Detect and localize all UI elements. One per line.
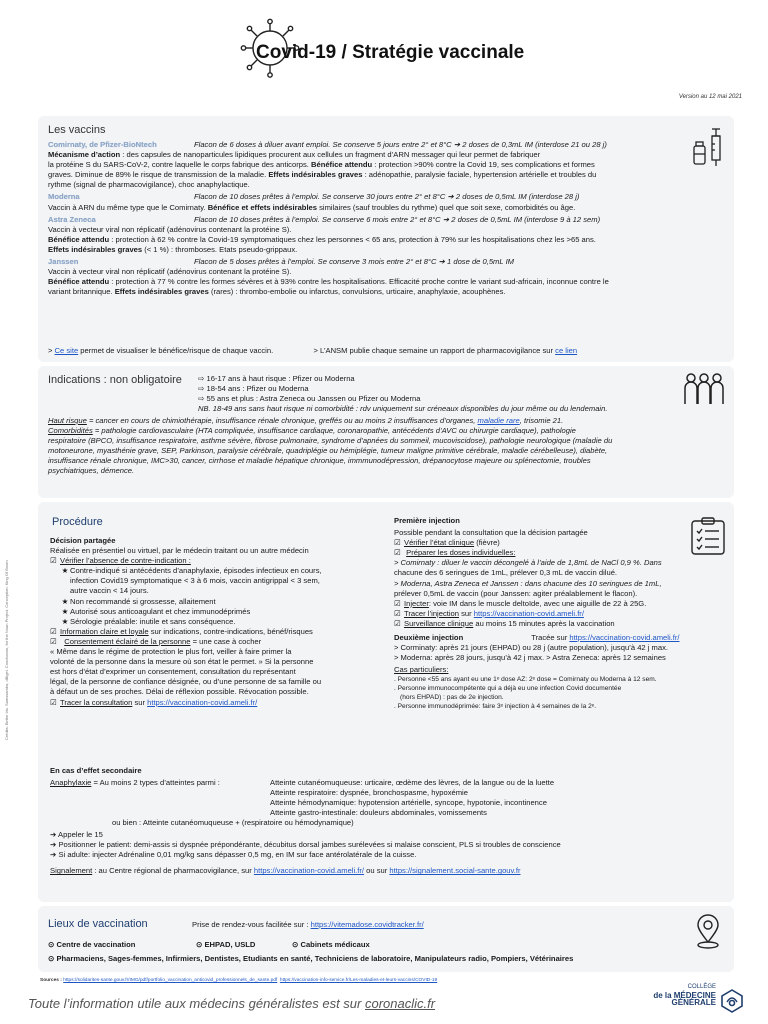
moderna-spec-row: Moderna Flacon de 10 doses prêtes à l’emploi. Se conserve 30 jours entre 2° et 8°C ➔ 2 doses de 0,5mL IM (interdose 28 j) xyxy=(48,192,580,202)
first-injection-title: Première injection xyxy=(394,516,460,525)
places-list xyxy=(48,940,370,950)
side-effects-block: En cas d’effet secondaire Anaphylaxie = Au moins 2 types d’atteintes parmi : Atteinte cutanéomuqueuse: urticaire, œdème des lèvres, de la langue ou de la luette Atteinte respiratoire: dyspnée, bronchospasme, hypoxémie Atteinte hémodynamique: hypotension artérielle, syncope, hypotonie, incontinence Atteinte gastro-intestinale: douleurs abdominales, vomissements ou bien : Atteinte cutanéomuqueuse + (respiratoire ou hémodynamique) ➔ Appeler le 15 ➔ Positionner le patient: demi-assis si dyspnée prépondérante, décubitus dorsal jambes surélevées si malaise conscient, PLS si troubles de conscience ➔ Si adulte: injecter Adrénaline 0,01 mg/kg sans dépasser 0,5 mg, en IM sur face antérolatérale de la cuisse. Signalement : au Centre régional de pharmacovigilance, sur https://vaccination-covid.ameli.fr/ ou sur https://signalement.social-sante.gouv.fr xyxy=(50,766,730,876)
appointment-row: Prise de rendez-vous facilitée sur : https://vitemadose.covidtracker.fr/ xyxy=(192,920,424,929)
place-item: ⊙ EHPAD, USLD xyxy=(196,940,256,949)
procedure-left-column: Décision partagée Réalisée en présentiel ou virtuel, par le médecin traitant ou un autre médecin ☑ Vérifier l’absence de contre-indication : ★ Contre-indiqué si antécédents d’anaphylaxie, épisodes infectieux en cours, infection Covid19 symptomatique < 3 à 6 mois, vaccin antigrippal < 3 sem, autre vaccin < 14 jours. ★ Non recommandé si grossesse, allaitement ★ Autorisé sous anticoagulant et chez immunodéprimés ★ Sérologie préalable: inutile et sans conséquence. ☑ Information claire et loyale sur indications, contre-indications, bénéf/risques ☑ Consentement éclairé de la personne = une case à cocher « Même dans le régime de protection le plus fort, veiller à faire primer la volonté de la personne dans la mesure où son état le permet. » Si la personne est hors d’état d’exprimer un consentement, consultation du représentant légal, de la personne de confiance désignée, ou d’une personne de sa famille ou à défaut un de ses proches. Délai de réflexion possible. Révocation possible. ☑ Tracer la consultation sur https://vaccination-covid.ameli.fr/ xyxy=(50,536,390,708)
second-injection-link[interactable]: https://vaccination-covid.ameli.fr/ xyxy=(569,633,680,643)
sources-line: Sources : https://solidarites-sante.gouv.fr/IMG/pdf/portfolio_vaccination_anticovid_professionnels_de_sante.pdf https://vaccination-info-service.fr/Les-maladies-et-leurs-vaccins/COVID-19 xyxy=(40,978,438,983)
professionals-list: ⊙ Pharmaciens, Sages-femmes, Infirmiers, Dentistes, Etudiants en santé, Techniciens de laboratoire, Manipulateurs radio, Pompiers, Vétérinaires xyxy=(48,954,574,963)
page-header xyxy=(240,18,570,88)
coronaclic-link[interactable]: coronaclic.fr xyxy=(364,996,436,1011)
vaccines-content: Comirnaty, de Pfizer-BioNtech Flacon de 6 doses à diluer avant emploi. Se conserve 5 jours entre 2° et 8°C ➔ 2 doses de 0,3mL IM (interdose 21 ou 28 j) Mécanisme d’action : des capsules de nanoparticules lipidiques procurent aux cellules un fragment d’ARN messager qui leur permet de fabriquer la protéine S du SARS-CoV-2, contre laquelle le corps fabrique des anticorps. Bénéfice attendu : protection >90% contre la Covid 19, ses complications et formes graves. Diminue de 89% le risque de transmission de la maladie. Effets indésirables graves : adénopathie, paralysie faciale, hypertension artérielle et troubles du rythme (signal de pharmacovigilance), choc anaphylactique. Moderna Flacon de 10 doses prêtes à l’emploi. Se conserve 30 jours entre 2° et 8°C ➔ 2 doses de 0,5mL IM (interdose 28 j) Vaccin à ARN du même type que le Comirnaty. Bénéfice et effets indésirables similaires (sauf troubles du rythme) quel que soit sexe, comorbidités ou âge. Astra Zeneca Flacon de 10 doses prêtes à l’emploi. Se conserve 6 mois entre 2° et 8°C ➔ 2 doses de 0,5mL IM (interdose 9 à 12 sem) Vaccin à vecteur viral non réplicatif (adénovirus contenant la protéine S). Bénéfice attendu : protection à 62 % contre la Covid-19 symptomatiques chez les personnes < 65 ans, protection à 79% sur les hospitalisations chez les >65 ans. Effets indésirables graves (< 1 %) : thromboses. Etats pseudo-grippaux. Janssen Flacon de 5 doses prêtes à l’emploi. Se conserve 3 mois entre 2° et 8°C ➔ 1 dose de 0,5mL IM Vaccin à vecteur viral non réplicatif (adénovirus contenant la protéine S). Bénéfice attendu : protection à 77 % contre les formes sévères et à 93% contre les hospitalisations. Efficacité proche contre le variant sud-africain, inconnue contre le variant britannique. Effets indésirables graves (rares) : thrombo-embolie ou infarctus, convulsions, urticaire, anaphylaxie, acouphènes. xyxy=(48,140,698,297)
version-date: Version au 12 mai 2021 xyxy=(678,94,742,100)
procedure-right-column: Première injection Possible pendant la consultation que la décision partagée ☑ Vérifier l’état clinique (fièvre) ☑ Préparer les doses individuelles: > Comirnaty : diluer le vaccin décongelé à l’aide de 1,8mL de NaCl 0,9 %. Dans chacune des 6 seringues de 1mL, prélever 0,3 mL de vaccin dilué. > Moderna, Astra Zeneca et Janssen : dans chacune des 10 seringues de 1mL, prélever 0,5mL de vaccin (pour Janssen: agiter préalablement le flacon). ☑ Injecter: voie IM dans le muscle deltoïde, avec une aiguille de 22 à 25G. ☑ Tracer l’injection sur https://vaccination-covid.ameli.fr/ ☑ Surveillance clinique au moins 15 minutes après la vaccination Deuxième injection Tracée sur https://vaccination-covid.ameli.fr/ > Corminaty: après 21 jours (EHPAD) ou 28 j (autre population), jusqu’à 42 j max. > Moderna: après 28 jours, jusqu’à 42 j max. > Astra Zeneca: après 12 semaines Cas particuliers: . Personne <55 ans ayant eu une 1ᵉ dose AZ: 2ᵉ dose = Comirnaty ou Moderna à 12 sem. . Personne immunocompétente qui a déjà eu une infection Covid documentée (hors EHPAD) : pas de 2e injection. . Personne immunodéprimée: faire 3ᵉ injection à 4 semaines de la 2ᵉ. xyxy=(394,516,734,711)
procedure-section xyxy=(38,502,734,902)
benefit-risk-link[interactable]: Ce site xyxy=(54,346,79,355)
risk-definitions: Haut risque = cancer en cours de chimiothérapie, insuffisance rénale chronique, greffés ou au moins 2 insuffisances d’organes, maladie rare, trisomie 21. Comorbidités = pathologie cardiovasculaire (HTA compliquée, insuffisance cardiaque, coronaropathie, antécédents d’AVC ou chirurgie cardiaque), pathologie respiratoire (BPCO, insuffisance respiratoire, asthme sévère, fibrose pulmonaire, syndrome d’apnées du sommeil, mucoviscidose), pathologie neurologique (maladie du motoneurone, myasthénie grave, SEP, Parkinson, paralysie cérébrale, quadriplégie ou hémiplégie, tumeur maligne primitive cérébrale, maladie cérébelleuse), diabète, insuffisance rénale chronique, IMC>30, cancer, cirrhose et maladie hépatique chronique, immmunodépression, drépanocytose majeure ou splénectomie, troubles psychiatriques, démence. xyxy=(48,416,613,476)
vitemadose-link[interactable]: https://vitemadose.covidtracker.fr/ xyxy=(310,920,424,929)
ansm-report-link[interactable]: ce lien xyxy=(555,346,578,355)
indication-item: ⇨ 55 ans et plus : Astra Zeneca ou Janssen ou Pfizer ou Moderna xyxy=(198,394,421,404)
indication-item: ⇨ 18-54 ans : Pfizer ou Moderna xyxy=(198,384,309,394)
astra-spec-row: Astra Zeneca Flacon de 10 doses prêtes à l’emploi. Se conserve 6 mois entre 2° et 8°C ➔ 2 doses de 0,5mL IM (interdose 9 à 12 sem) xyxy=(48,214,601,224)
vaccines-section xyxy=(38,116,734,362)
comirnaty-spec-row: Comirnaty, de Pfizer-BioNtech Flacon de 6 doses à diluer avant emploi. Se conserve 5 jours entre 2° et 8°C ➔ 2 doses de 0,3mL IM (interdose 21 ou 28 j) xyxy=(48,140,607,149)
places-title: Lieux de vaccination xyxy=(48,918,148,930)
tagline: Toute l’information utile aux médecins généralistes est sur coronaclic.fr xyxy=(28,996,436,1011)
signalement-gouv-link[interactable]: https://signalement.social-sante.gouv.fr xyxy=(389,866,521,876)
second-injection-title: Deuxième injection xyxy=(394,633,464,643)
signalement-ameli-link[interactable]: https://vaccination-covid.ameli.fr/ xyxy=(253,866,365,876)
vaccines-title: Les vaccins xyxy=(48,124,106,136)
cmg-logo: COLLÈGE de la MÉDECINE GÉNÉRALE xyxy=(640,982,750,1022)
place-item: ⊙ Cabinets médicaux xyxy=(292,940,370,949)
location-pin-icon xyxy=(694,914,722,950)
indication-note: NB. 18-49 ans sans haut risque ni comorbidité : rdv uniquement sur créneaux disponibles du jour même ou du lendemain. xyxy=(198,404,608,414)
indications-title: Indications : non obligatoire xyxy=(48,374,182,386)
vaccine-syringe-icon xyxy=(690,124,730,168)
clipboard-checklist-icon xyxy=(688,516,728,556)
trace-injection-link[interactable]: https://vaccination-covid.ameli.fr/ xyxy=(473,608,584,618)
moderna-name: Moderna xyxy=(48,192,80,202)
side-credit: Crédits: Birthe Iris. Samssamba, dBigel. Coochaoon, for the Noun Project. Conception: King Of Boom xyxy=(4,560,9,740)
source-link-1[interactable]: https://solidarites-sante.gouv.fr/IMG/pdf/portfolio_vaccination_anticovid_professionnels_de_sante.pdf xyxy=(63,978,278,983)
janssen-name: Janssen xyxy=(48,257,79,267)
page-title: Covid-19 / Stratégie vaccinale xyxy=(256,42,525,63)
place-item: ⊙ Centre de vaccination xyxy=(48,940,136,949)
side-effects-title: En cas d’effet secondaire xyxy=(50,766,142,775)
people-group-icon xyxy=(682,372,726,406)
source-link-2[interactable]: https://vaccination-info-service.fr/Les-maladies-et-leurs-vaccins/COVID-19 xyxy=(279,978,438,983)
rare-disease-link[interactable]: maladie rare xyxy=(477,416,520,425)
vaccines-footer: > Ce site permet de visualiser le bénéfice/risque de chaque vaccin. > L’ANSM publie chaque semaine un rapport de pharmacovigilance sur ce lien xyxy=(48,346,578,355)
vaccination-places-section xyxy=(38,906,734,972)
comirnaty-name: Comirnaty, de Pfizer-BioNtech xyxy=(48,140,157,149)
indications-section xyxy=(38,366,734,498)
astra-name: Astra Zeneca xyxy=(48,214,96,224)
trace-consultation-link[interactable]: https://vaccination-covid.ameli.fr/ xyxy=(147,697,258,707)
shared-decision-title: Décision partagée xyxy=(50,536,116,545)
procedure-title: Procédure xyxy=(52,516,103,528)
janssen-spec-row: Janssen Flacon de 5 doses prêtes à l’emploi. Se conserve 3 mois entre 2° et 8°C ➔ 1 dose de 0,5mL IM xyxy=(48,257,515,267)
indication-item: ⇨ 16-17 ans à haut risque : Pfizer ou Moderna xyxy=(198,374,355,383)
cmg-logo-icon xyxy=(720,988,744,1014)
indications-list xyxy=(198,374,698,414)
